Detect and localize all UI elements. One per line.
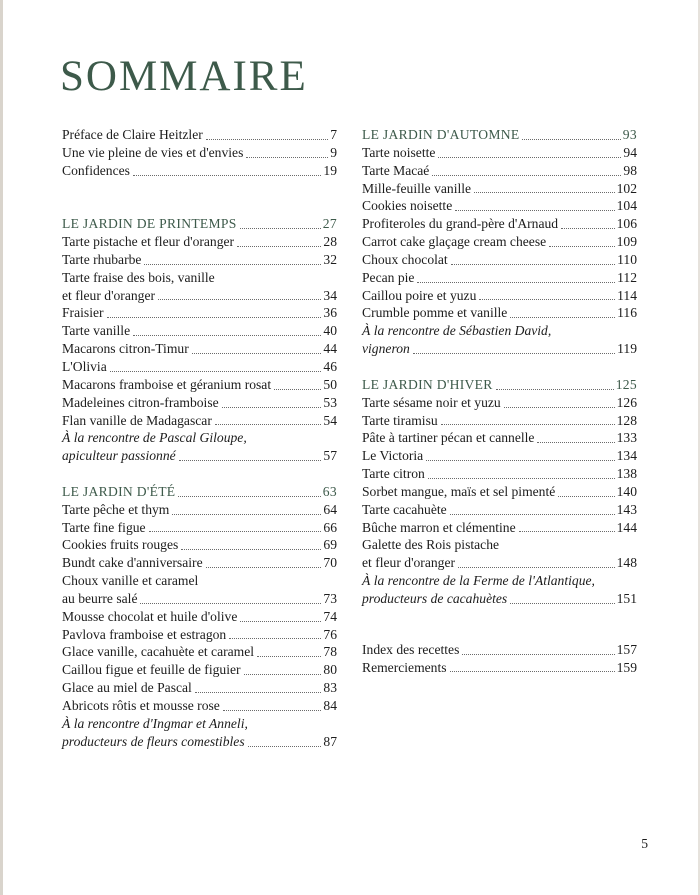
dot-leader [441,424,615,425]
dot-leader [519,531,615,532]
entry-title: vigneron [362,341,410,357]
page-ref: 28 [323,234,337,250]
toc-entry-vigneron [362,340,637,358]
toc-entry-tarte-sesame-noir-et-yuzu [362,394,637,412]
dot-leader [432,175,621,176]
entry-title: Pâte à tartiner pécan et cannelle [362,430,535,446]
toc-entry-et-fleur-d-oranger [362,554,637,572]
page-ref: 66 [323,519,337,535]
dot-leader [195,692,322,693]
dot-leader [537,442,614,443]
page-ref: 53 [323,394,337,410]
page-ref: 134 [616,448,637,464]
toc-entry-preface-de-claire-heitzler [62,126,337,144]
entry-title: Pavlova framboise et estragon [62,626,227,642]
entry-title: Abricots rôtis et mousse rose [62,698,220,713]
toc-entry-flan-vanille-de-madagascar [62,412,337,430]
entry-title: Sorbet mangue, maïs et sel pimenté [362,483,556,499]
toc-entry-line: À la rencontre d'Ingmar et Anneli, [62,715,248,731]
page-ref: 36 [323,305,337,321]
page-number: 5 [641,836,648,851]
page-title: SOMMAIRE [60,53,308,100]
entry-title: producteurs de fleurs comestibles [62,733,245,749]
dot-leader [144,264,321,265]
page-ref: 114 [617,287,637,303]
dot-leader [240,621,321,622]
page-ref: 32 [323,251,337,267]
page-ref: 106 [616,216,637,232]
entry-title: Flan vanille de Madagascar [62,412,212,428]
section-title: LE JARDIN D'AUTOMNE [362,127,520,142]
page-ref: 80 [323,662,337,678]
dot-leader [110,371,322,372]
section-title: LE JARDIN DE PRINTEMPS [62,216,237,232]
toc-entry-crumble-pomme-et-vanille [362,304,637,322]
entry-title: au beurre salé [62,590,138,606]
page-ref: 9 [330,144,337,160]
entry-title: Tarte pêche et thym [62,501,170,517]
entry-title: et fleur d'oranger [362,555,456,571]
page-ref: 74 [323,608,337,624]
page-ref: 159 [616,659,637,675]
toc-entry-line: À la rencontre de Pascal Giloupe, [62,430,247,446]
entry-title: Bundt cake d'anniversaire [62,555,203,571]
page-ref: 119 [617,341,637,357]
dot-leader [504,407,615,408]
entry-title: Macarons framboise et géranium rosat [62,376,272,392]
entry-title: Glace au miel de Pascal [62,680,192,696]
entry-title: apiculteur passionné [62,448,176,464]
entry-title: L'Olivia [62,358,107,374]
page-ref: 46 [323,358,337,374]
page-ref: 116 [617,305,637,321]
entry-title: Mousse chocolat et huile d'olive [62,608,238,624]
page-ref: 40 [323,323,337,339]
dot-leader [215,424,322,425]
entry-title: Mille-feuille vanille [362,180,472,196]
dot-leader [450,671,615,672]
dot-leader [237,246,321,247]
toc-entry-buche-marron-et-clementine [362,519,637,537]
page-ref: 93 [622,127,637,142]
dot-leader [438,157,621,158]
dot-leader [133,175,321,176]
dot-leader [206,139,328,140]
page-ref: 104 [616,198,637,214]
entry-title: Cookies fruits rouges [62,537,179,553]
entry-title: producteurs de cacahuètes [362,590,508,606]
toc-right-column [362,126,637,676]
dot-leader [133,335,321,336]
entry-title: Caillou figue et feuille de figuier [62,662,241,678]
entry-title: Tarte pistache et fleur d'oranger [62,234,235,250]
dot-leader [244,674,322,675]
toc-entry-au-beurre-sale [62,590,337,608]
toc-entry-pecan-pie [362,269,637,287]
toc-entry-line: Choux vanille et caramel [62,573,199,589]
toc-entry-line: À la rencontre de la Ferme de l'Atlantique, [362,573,595,589]
page-edge-left [0,0,3,895]
section-title: LE JARDIN D'ÉTÉ [62,483,176,499]
spacer [362,358,637,376]
entry-title: Pecan pie [362,269,415,285]
toc-entry-l-olivia [62,358,337,376]
page-ref: 133 [616,430,637,446]
entry-title: Tarte tiramisu [362,412,438,428]
entry-title: Une vie pleine de vies et d'envies [62,144,244,160]
entry-title: Madeleines citron-framboise [62,394,219,410]
entry-title: Caillou poire et yuzu [362,287,477,303]
entry-title: et fleur d'oranger [62,287,156,303]
entry-title: Choux chocolat [362,251,448,267]
toc-entry-line: Galette des Rois pistache [362,537,500,553]
entry-title: Fraisier [62,305,104,321]
page-ref: 76 [323,626,337,642]
page-ref: 94 [623,144,637,160]
entry-title: Tarte noisette [362,144,436,160]
entry-title: Tarte sésame noir et yuzu [362,394,501,410]
page-ref: 128 [616,412,637,428]
page-ref: 83 [323,680,337,696]
toc-entry-producteurs-de-cacahuetes [362,590,637,608]
page-ref: 70 [323,555,337,571]
dot-leader [178,496,320,497]
toc-section-le-jardin-d-automne [362,126,637,144]
dot-leader [455,210,614,211]
toc-entry-glace-vanille-cacahuete-et-caramel [62,643,337,661]
toc-entry-tarte-peche-et-thym [62,501,337,519]
entry-title: Préface de Claire Heitzler [62,127,203,142]
dot-leader [458,567,615,568]
toc-entry-tarte-fine-figue [62,519,337,537]
toc-entry-cookies-fruits-rouges [62,536,337,554]
entry-title: Tarte Macaé [362,162,430,178]
dot-leader [462,654,614,655]
entry-title: Macarons citron-Timur [62,341,189,357]
page-ref: 19 [323,162,337,178]
toc-entry-pavlova-framboise-et-estragon [62,626,337,644]
page-ref: 87 [323,733,337,749]
dot-leader [240,228,321,229]
spacer [62,465,337,483]
toc-section-le-jardin-d-ete [62,483,337,501]
dot-leader [522,139,620,140]
page-ref: 63 [322,483,337,499]
page-ref: 144 [616,519,637,535]
dot-leader [206,567,322,568]
page-ref: 73 [323,590,337,606]
page-ref: 126 [616,394,637,410]
entry-title: Crumble pomme et vanille [362,305,508,321]
dot-leader [274,389,321,390]
page-ref: 7 [330,127,337,142]
toc-entry-abricots-rotis-et-mousse-rose [62,697,337,715]
page-ref: 50 [323,376,337,392]
dot-leader [510,317,615,318]
toc-entry-tarte-tiramisu [362,412,637,430]
page-ref: 54 [323,412,337,428]
dot-leader [479,299,615,300]
dot-leader [417,282,615,283]
toc-entry-line: À la rencontre de Sébastien David, [362,323,552,339]
page-ref: 69 [323,537,337,553]
page-ref: 98 [623,162,637,178]
dot-leader [179,460,322,461]
toc-entry-tarte-macae [362,162,637,180]
dot-leader [222,407,322,408]
toc-entry-mousse-chocolat-et-huile-d-olive [62,608,337,626]
toc-entry-sorbet-mangue-mais-et-sel-pimente [362,483,637,501]
dot-leader [558,496,614,497]
dot-leader [413,353,615,354]
dot-leader [549,246,614,247]
dot-leader [451,264,615,265]
toc-entry-et-fleur-d-oranger [62,287,337,305]
page-ref: 151 [616,590,637,606]
toc-left-column [62,126,337,751]
toc-section-le-jardin-d-hiver [362,376,637,394]
page-ref: 84 [323,698,337,713]
entry-title: Bûche marron et clémentine [362,519,516,535]
page-ref: 44 [323,341,337,357]
toc-entry-fraisier [62,304,337,322]
toc-entry-caillou-figue-et-feuille-de-figuier [62,661,337,679]
section-title: LE JARDIN D'HIVER [362,376,493,392]
page-ref: 148 [616,555,637,571]
toc-entry-tarte-vanille [62,322,337,340]
toc-entry-pate-a-tartiner-pecan-et-cannelle [362,429,637,447]
dot-leader [107,317,322,318]
dot-leader [223,710,322,711]
page-ref: 34 [323,287,337,303]
dot-leader [192,353,322,354]
page-ref: 27 [322,216,337,232]
entry-title: Tarte fine figue [62,519,146,535]
toc-entry-choux-chocolat [362,251,637,269]
toc-entry-line: Tarte fraise des bois, vanille [62,269,215,285]
entry-title: Index des recettes [362,641,460,657]
dot-leader [474,192,615,193]
entry-title: Remerciements [362,659,447,675]
dot-leader [229,638,321,639]
toc-entry-le-victoria [362,447,637,465]
page-ref: 78 [323,644,337,660]
spacer [362,608,637,641]
toc-entry-madeleines-citron-framboise [62,394,337,412]
entry-title: Tarte citron [362,466,425,482]
entry-title: Tarte cacahuète [362,501,447,517]
page-ref: 157 [616,641,637,657]
toc-entry-apiculteur-passionne [62,447,337,465]
page-ref: 57 [323,448,337,464]
dot-leader [172,514,321,515]
toc-entry-carrot-cake-glacage-cream-cheese [362,233,637,251]
toc-entry-tarte-rhubarbe [62,251,337,269]
entry-title: Tarte vanille [62,323,131,339]
dot-leader [428,478,615,479]
dot-leader [158,299,321,300]
spacer [62,180,337,216]
page-ref: 140 [616,483,637,499]
dot-leader [510,603,614,604]
toc-entry-bundt-cake-d-anniversaire [62,554,337,572]
entry-title: Tarte rhubarbe [62,251,142,267]
toc-entry-tarte-pistache-et-fleur-d-oranger [62,233,337,251]
toc-entry-caillou-poire-et-yuzu [362,287,637,305]
dot-leader [257,656,321,657]
toc-entry-mille-feuille-vanille [362,180,637,198]
entry-title: Profiteroles du grand-père d'Arnaud [362,216,559,232]
toc-entry-index-des-recettes [362,641,637,659]
page-ref: 125 [615,376,637,392]
toc-entry-tarte-cacahuete [362,501,637,519]
dot-leader [181,549,321,550]
toc-entry-macarons-framboise-et-geranium-rosat [62,376,337,394]
dot-leader [561,228,615,229]
toc-entry-glace-au-miel-de-pascal [62,679,337,697]
toc-entry-tarte-citron [362,465,637,483]
dot-leader [140,603,321,604]
dot-leader [246,157,328,158]
entry-title: Carrot cake glaçage cream cheese [362,234,547,250]
entry-title: Cookies noisette [362,198,453,214]
dot-leader [450,514,615,515]
toc-entry-remerciements [362,659,637,677]
toc-entry-confidences [62,162,337,180]
toc-entry-tarte-noisette [362,144,637,162]
page-ref: 138 [616,466,637,482]
page-ref: 143 [616,501,637,517]
page-ref: 102 [616,180,637,196]
page-ref: 110 [617,251,637,267]
entry-title: Le Victoria [362,448,424,464]
toc-entry-une-vie-pleine-de-vies-et-d-envies [62,144,337,162]
toc-entry-producteurs-de-fleurs-comestibles [62,733,337,751]
page-ref: 64 [323,501,337,517]
entry-title: Confidences [62,162,130,178]
page-ref: 112 [617,269,637,285]
dot-leader [496,389,614,390]
dot-leader [149,531,322,532]
entry-title: Glace vanille, cacahuète et caramel [62,644,255,660]
toc-entry-macarons-citron-timur [62,340,337,358]
page-ref: 109 [616,234,637,250]
toc-entry-cookies-noisette [362,197,637,215]
toc-section-le-jardin-de-printemps [62,215,337,233]
dot-leader [248,746,322,747]
dot-leader [426,460,614,461]
toc-entry-profiteroles-du-grand-pere-d-arnaud [362,215,637,233]
